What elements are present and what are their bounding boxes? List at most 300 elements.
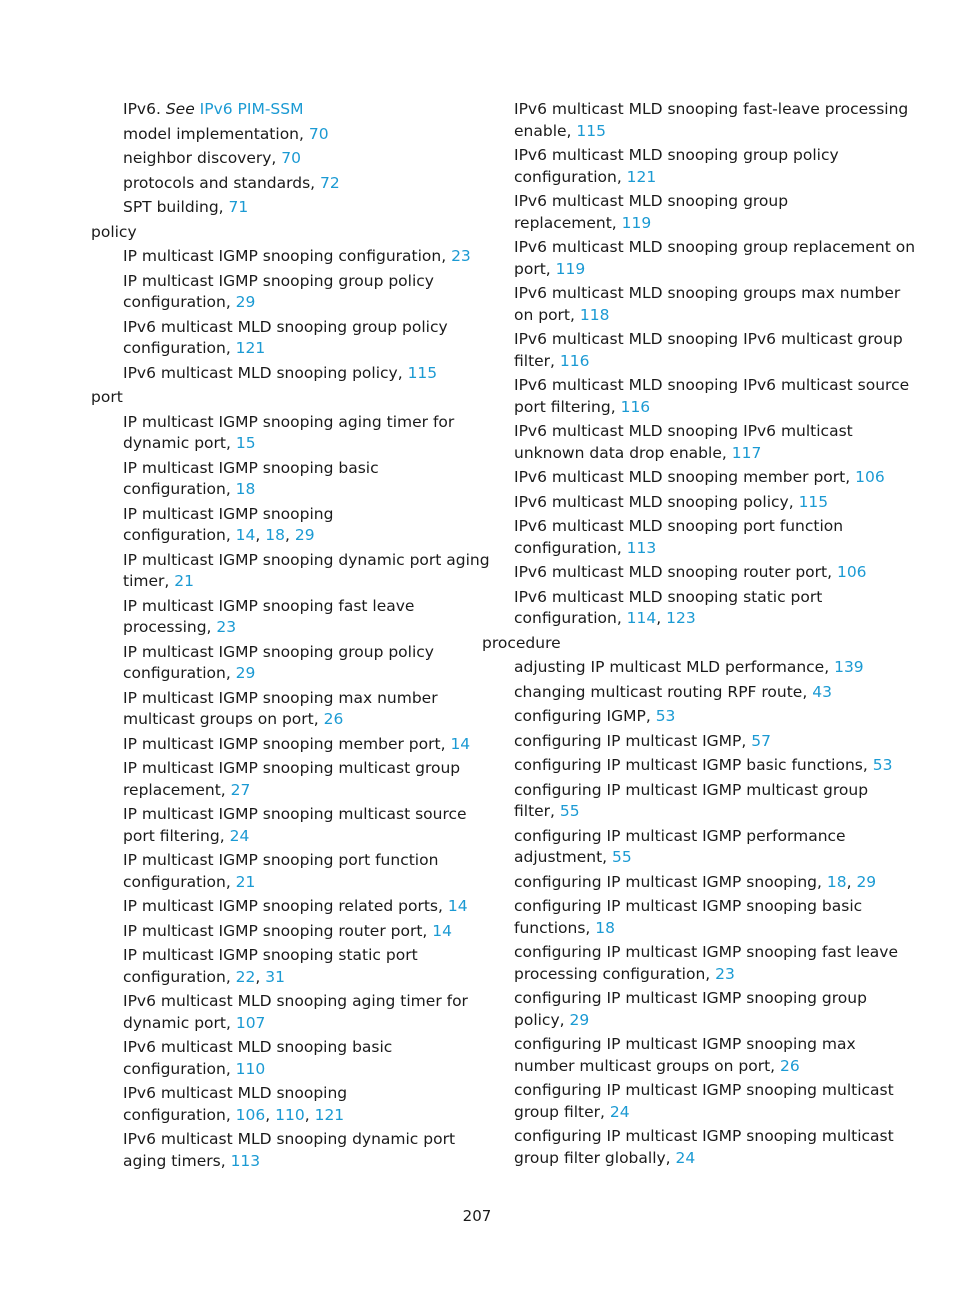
index-entry-text: IPv6 multicast MLD snooping router port, (514, 563, 837, 581)
index-entry (482, 329, 903, 372)
index-entry-text: configuring IP multicast IGMP snooping multicast (514, 1127, 894, 1145)
index-entry (482, 896, 872, 939)
index-entry-line (123, 433, 461, 455)
index-entry-line (123, 173, 461, 195)
index-entry-line (514, 1102, 872, 1124)
index-entry-text: IPv6. (123, 100, 166, 118)
index-entry-text: IPv6 multicast MLD snooping group policy (123, 317, 448, 336)
index-entry-line (514, 706, 872, 728)
index-entry (91, 412, 461, 455)
page-reference-link[interactable]: 43 (812, 682, 832, 701)
index-entry-line (123, 550, 490, 572)
index-entry-line (514, 896, 872, 918)
page-reference-link[interactable]: 113 (230, 1151, 261, 1170)
index-entry-text: dynamic port, (123, 1013, 236, 1032)
index-entry (482, 375, 910, 418)
index-entry-text: , (846, 872, 857, 891)
index-entry (91, 99, 461, 121)
index-entry-text: configuring IP multicast IGMP basic functions, (514, 756, 873, 774)
index-entry-text: processing configuration, (514, 964, 716, 983)
index-entry-text: model implementation, (123, 124, 309, 143)
index-entry (91, 991, 468, 1034)
index-entry-line (123, 688, 461, 710)
index-entry-text: IP multicast IGMP snooping group policy (123, 642, 434, 661)
page-reference-link[interactable]: 123 (666, 609, 696, 627)
page-reference-link[interactable]: 113 (626, 538, 657, 557)
index-entry (482, 826, 872, 869)
index-entry-line (514, 351, 872, 373)
index-entry-text: dynamic port, (123, 434, 236, 452)
page-reference-link[interactable]: 106 (235, 1105, 266, 1124)
index-entry-line (514, 964, 872, 986)
index-heading (91, 222, 461, 244)
index-entry-text: , (265, 1105, 276, 1124)
index-entry-text: policy, (514, 1010, 570, 1029)
index-entry-line (514, 918, 872, 940)
index-entry-text: IPv6 multicast MLD snooping IPv6 multicast source (514, 376, 910, 394)
index-entry-text: configuring IP multicast IGMP snooping basic (514, 897, 863, 915)
index-entry-line (514, 847, 872, 869)
page-reference-link[interactable]: 23 (715, 964, 735, 983)
index-entry-text: IP multicast IGMP snooping (123, 504, 334, 523)
index-entry-text: IPv6 multicast MLD snooping group policy (514, 146, 839, 164)
index-entry-text: unknown data drop enable, (514, 443, 732, 462)
index-entry-text: protocols and standards, (123, 173, 320, 192)
page-reference-link[interactable]: 21 (235, 872, 256, 891)
index-entry (482, 731, 872, 753)
index-heading (482, 633, 872, 655)
index-entry-text: IP multicast IGMP snooping static port (123, 946, 418, 964)
index-entry-line (123, 525, 461, 547)
index-entry-line (514, 443, 872, 465)
page-reference-link[interactable]: 24 (675, 1148, 696, 1167)
index-entry (91, 246, 471, 268)
index-entry-line (123, 412, 461, 434)
page-reference-link[interactable]: IPv6 PIM-SSM (199, 100, 304, 118)
index-entry-line (514, 283, 901, 305)
index-entry-text: , (255, 526, 266, 544)
index-entry-line (123, 148, 461, 170)
index-entry-text: group filter, (514, 1102, 610, 1121)
index-entry (482, 467, 885, 489)
page-reference-link[interactable]: 106 (836, 563, 867, 581)
index-entry-text: IP multicast IGMP snooping multicast source (123, 805, 467, 823)
index-entry-text: functions, (514, 918, 596, 937)
index-entry-text: port, (514, 259, 556, 278)
index-entry (91, 458, 461, 501)
page-reference-link[interactable]: 26 (323, 710, 344, 728)
index-entry (91, 1037, 461, 1080)
index-entry-line (514, 562, 872, 584)
index-entry (91, 124, 461, 146)
index-entry-line (514, 587, 872, 609)
page-reference-link[interactable]: 119 (555, 259, 586, 278)
page-reference-link[interactable]: 15 (235, 434, 256, 452)
index-entry (482, 283, 901, 326)
index-entry-line (91, 222, 461, 244)
index-entry-line (123, 458, 461, 480)
index-entry-text: configuration, (123, 480, 236, 498)
index-entry-text: IPv6 multicast MLD snooping group (514, 192, 789, 210)
index-entry-text: IP multicast IGMP snooping fast leave (123, 596, 415, 615)
index-entry-line (514, 826, 872, 848)
index-entry-line (514, 121, 872, 143)
index-entry (91, 642, 461, 685)
index-entry-text: replacement, (123, 780, 231, 799)
index-entry-line (123, 804, 467, 826)
index-entry-line (482, 633, 872, 655)
index-entry-line (514, 755, 893, 777)
index-entry-text: changing multicast routing RPF route, (514, 682, 813, 701)
page-reference-link[interactable]: 71 (228, 198, 249, 216)
page-reference-link[interactable]: 139 (834, 658, 864, 676)
page-reference-link[interactable]: 14 (450, 734, 471, 753)
index-entry-text: IPv6 multicast MLD snooping static port (514, 587, 823, 606)
index-entry-text: adjusting IP multicast MLD performance, (514, 658, 835, 676)
index-entry (91, 596, 461, 639)
index-entry-line (123, 967, 461, 989)
page-reference-link[interactable]: 29 (235, 293, 256, 311)
page-reference-link[interactable]: 14 (447, 897, 468, 915)
index-entry-text: configuration, (123, 1059, 236, 1078)
index-entry-line (123, 663, 461, 685)
index-entry (482, 191, 872, 234)
page-reference-link[interactable]: 29 (235, 664, 256, 682)
index-entry-text: IPv6 multicast MLD snooping group replacement on (514, 238, 916, 256)
index-entry-text: processing, (123, 618, 217, 636)
index-entry-text: configuration, (123, 1105, 236, 1124)
index-entry-line (91, 387, 461, 409)
page-reference-link[interactable]: 70 (308, 124, 329, 143)
page-reference-link[interactable]: 72 (320, 173, 340, 192)
index-entry-text: , (304, 1105, 315, 1124)
page-reference-link[interactable]: 119 (621, 213, 652, 232)
index-entry-line (514, 780, 872, 802)
index-entry-text: timer, (123, 572, 175, 590)
index-entry-line (123, 945, 461, 967)
index-entry-line (514, 375, 910, 397)
index-entry-text: on port, (514, 305, 580, 324)
index-entry (482, 872, 877, 894)
page-reference-link[interactable]: 106 (855, 468, 885, 486)
page-reference-link[interactable]: 121 (235, 339, 266, 357)
page-reference-link[interactable]: 14 (235, 526, 256, 544)
index-entry (91, 197, 461, 219)
index-entry-text: port (91, 388, 123, 406)
page-reference-link[interactable]: 118 (579, 305, 610, 324)
index-entry-line (123, 504, 461, 526)
index-entry-line (123, 780, 461, 802)
index-entry-text: IPv6 multicast MLD snooping dynamic port (123, 1130, 456, 1148)
index-entry-text: configuration, (123, 872, 236, 891)
page-reference-link[interactable]: 116 (620, 397, 651, 416)
index-entry-line (123, 1059, 461, 1081)
index-entry-text: configuration, (123, 339, 236, 357)
index-entry-text: configuration, (123, 526, 236, 544)
page-reference-link[interactable]: 29 (294, 526, 315, 544)
index-entry-line (123, 1105, 461, 1127)
index-entry-text: filter, (514, 802, 560, 820)
index-entry-text: IPv6 multicast MLD snooping IPv6 multicast group (514, 330, 903, 348)
index-entry-text: number multicast groups on port, (514, 1056, 781, 1075)
index-entry-line (123, 1013, 461, 1035)
index-entry-text: configuration, (123, 664, 236, 682)
index-entry (91, 921, 461, 943)
index-entry-line (123, 596, 461, 618)
index-entry-line (514, 1034, 872, 1056)
index-entry-line (123, 271, 461, 293)
page-reference-link[interactable]: 21 (174, 572, 194, 590)
index-entry-line (123, 872, 461, 894)
index-entry-line (514, 237, 916, 259)
index-entry-text: IP multicast IGMP snooping port function (123, 851, 439, 869)
index-entry-text: SPT building, (123, 198, 229, 216)
index-entry (482, 237, 916, 280)
index-entry-line (514, 942, 898, 964)
index-entry (91, 896, 468, 918)
index-entry-line (514, 1056, 872, 1078)
index-entry (91, 1083, 461, 1126)
index-entry-text: group filter globally, (514, 1148, 676, 1167)
index-entry-line (123, 1037, 461, 1059)
page-reference-link[interactable]: 14 (432, 921, 453, 940)
index-entry-text: IP multicast IGMP snooping dynamic port aging (123, 550, 490, 569)
index-entry-text: replacement, (514, 213, 622, 232)
page-reference-link[interactable]: 18 (235, 480, 256, 498)
index-entry-line (123, 826, 461, 848)
index-entry-line (514, 421, 872, 443)
index-entry-line (514, 397, 872, 419)
index-entry (91, 550, 490, 593)
index-entry (482, 1034, 872, 1077)
index-entry-text: IPv6 multicast MLD snooping member port, (514, 468, 856, 486)
index-entry-text: IPv6 multicast MLD snooping fast-leave processing (514, 100, 909, 118)
index-entry-text: configuring IP multicast IGMP snooping max (514, 1035, 856, 1053)
index-entry-line (514, 1010, 872, 1032)
index-entry (482, 942, 898, 985)
index-entry-text: multicast groups on port, (123, 710, 324, 728)
page-reference-link[interactable]: 29 (569, 1010, 590, 1029)
index-entry-text: configuration, (514, 538, 627, 557)
index-entry-line (514, 516, 872, 538)
page-reference-link[interactable]: 115 (407, 363, 438, 382)
index-entry (482, 587, 872, 630)
index-entry-text: IP multicast IGMP snooping max number (123, 688, 438, 707)
index-entry (482, 657, 872, 679)
index-entry-line (123, 734, 471, 756)
index-entry-text: IPv6 multicast MLD snooping IPv6 multicast (514, 422, 853, 440)
index-entry-line (123, 197, 461, 219)
index-entry-text: IP multicast IGMP snooping aging timer for (123, 412, 455, 431)
index-entry-text: configuring IGMP, (514, 707, 656, 725)
index-entry-text: IP multicast IGMP snooping configuration, (123, 247, 452, 265)
index-entry-line (514, 682, 872, 704)
index-column-right (482, 99, 916, 1172)
index-entry-line (514, 167, 872, 189)
page-reference-link[interactable]: 24 (229, 826, 250, 845)
index-entry (482, 99, 909, 142)
index-entry-text: IPv6 multicast MLD snooping groups max number (514, 284, 901, 302)
index-entry-line (514, 259, 872, 281)
index-entry (91, 148, 461, 170)
index-entry (91, 734, 471, 756)
page-reference-link[interactable]: 18 (826, 872, 847, 891)
index-entry-text: IP multicast IGMP snooping member port, (123, 734, 451, 753)
index-entry (482, 1080, 894, 1123)
see-reference-label: See (165, 100, 195, 118)
index-entry (482, 421, 872, 464)
page-reference-link[interactable]: 117 (731, 443, 762, 462)
index-entry (91, 317, 461, 360)
index-entry-line (123, 99, 461, 121)
index-entry-line (123, 617, 461, 639)
index-entry (91, 945, 461, 988)
page-reference-link[interactable]: 22 (235, 967, 256, 986)
index-entry (482, 492, 872, 514)
index-entry-text: filter, (514, 351, 560, 370)
page-reference-link[interactable]: 31 (265, 967, 285, 986)
index-entry-line (123, 292, 461, 314)
index-entry (91, 173, 461, 195)
index-entry-line (514, 988, 872, 1010)
index-entry (91, 688, 461, 731)
index-entry-text: IP multicast IGMP snooping router port, (123, 921, 433, 940)
index-entry-line (514, 191, 872, 213)
index-entry (91, 804, 467, 847)
index-entry (91, 271, 461, 314)
index-entry (482, 562, 872, 584)
index-entry-text: procedure (482, 633, 561, 652)
index-entry-line (514, 145, 872, 167)
page-reference-link[interactable]: 121 (626, 167, 657, 186)
index-entry-text: configuration, (514, 167, 627, 186)
index-entry (91, 363, 461, 385)
index-entry-line (123, 317, 461, 339)
index-entry-line (514, 1080, 894, 1102)
index-entry-text: aging timers, (123, 1151, 231, 1170)
index-entry-text: configuring IP multicast IGMP, (514, 731, 752, 750)
index-entry-text: , (285, 526, 295, 544)
page-reference-link[interactable]: 115 (798, 492, 829, 511)
index-entry (91, 1129, 461, 1172)
index-entry-line (123, 1129, 461, 1151)
page-reference-link[interactable]: 55 (559, 802, 580, 820)
page-reference-link[interactable]: 27 (230, 780, 251, 799)
page-number: 207 (462, 1207, 492, 1225)
page-reference-link[interactable]: 23 (451, 247, 471, 265)
index-entry-line (123, 850, 461, 872)
index-entry-line (123, 642, 461, 664)
page-reference-link[interactable]: 53 (655, 707, 676, 725)
index-entry-line (123, 246, 471, 268)
index-entry (91, 504, 461, 547)
page-reference-link[interactable]: 24 (609, 1102, 630, 1121)
index-entry-line (514, 731, 872, 753)
index-entry-text: IPv6 multicast MLD snooping policy, (123, 363, 408, 382)
index-entry-text: IP multicast IGMP snooping related ports, (123, 897, 448, 915)
index-entry-line (123, 124, 461, 146)
page-reference-link[interactable]: 115 (576, 121, 606, 140)
index-entry-line (514, 492, 872, 514)
index-entry-text: configuring IP multicast IGMP snooping, (514, 872, 827, 891)
index-entry (482, 145, 872, 188)
index-entry-text: IP multicast IGMP snooping basic (123, 458, 379, 477)
index-entry-line (123, 338, 461, 360)
page-reference-link[interactable]: 26 (780, 1056, 800, 1075)
index-entry-text: policy (91, 222, 137, 241)
index-column-left (91, 99, 490, 1175)
index-entry-text: configuration, (514, 609, 627, 627)
index-entry-text: IP multicast IGMP snooping group policy (123, 271, 434, 290)
index-entry-text: configuration, (123, 293, 236, 311)
page-reference-link[interactable]: 107 (235, 1013, 266, 1032)
index-entry-line (123, 991, 468, 1013)
index-entry-line (514, 305, 872, 327)
index-entry (482, 755, 893, 777)
index-entry-text: , (255, 967, 266, 986)
index-heading (91, 387, 461, 409)
index-entry-text: configuring IP multicast IGMP snooping group (514, 989, 867, 1007)
page-reference-link[interactable]: 121 (314, 1105, 345, 1124)
page-reference-link[interactable]: 70 (281, 149, 302, 167)
page-reference-link[interactable]: 114 (626, 609, 657, 627)
index-entry-text: IPv6 multicast MLD snooping (123, 1084, 348, 1102)
index-entry-text: neighbor discovery, (123, 149, 282, 167)
page-reference-link[interactable]: 110 (235, 1059, 266, 1078)
page-reference-link[interactable]: 55 (612, 848, 632, 866)
index-entry-line (123, 896, 468, 918)
page-reference-link[interactable]: 18 (595, 918, 615, 937)
page-reference-link[interactable]: 23 (216, 618, 237, 636)
index-entry (482, 516, 872, 559)
page-reference-link[interactable]: 110 (275, 1105, 305, 1124)
page-reference-link[interactable]: 57 (751, 731, 771, 750)
index-entry-line (514, 1148, 872, 1170)
index-entry-text: IP multicast IGMP snooping multicast group (123, 759, 461, 777)
index-entry (482, 1126, 894, 1169)
index-entry-text: configuration, (123, 967, 236, 986)
index-entry-text: port filtering, (123, 826, 230, 845)
page-reference-link[interactable]: 53 (872, 756, 893, 774)
index-entry (482, 706, 872, 728)
index-entry-text: adjustment, (514, 848, 613, 866)
index-entry (482, 682, 872, 704)
index-entry-text: configuring IP multicast IGMP snooping fast leave (514, 943, 898, 961)
index-entry-text: IPv6 multicast MLD snooping aging timer for (123, 992, 468, 1010)
index-entry-line (123, 571, 461, 593)
index-entry (482, 988, 872, 1031)
index-entry-line (514, 99, 909, 121)
index-entry-text: configuring IP multicast IGMP performance (514, 826, 846, 845)
index-entry-line (514, 801, 872, 823)
index-entry-line (514, 213, 872, 235)
index-entry-line (123, 921, 461, 943)
index-entry-line (514, 872, 877, 894)
index-entry-text: IPv6 multicast MLD snooping basic (123, 1038, 393, 1056)
index-entry-line (123, 709, 461, 731)
page-reference-link[interactable]: 29 (856, 872, 877, 891)
index-entry-text: , (656, 609, 667, 627)
index-entry (91, 850, 461, 893)
index-entry-text: configuring IP multicast IGMP snooping multicast (514, 1081, 894, 1099)
index-entry-line (514, 657, 872, 679)
page-reference-link[interactable]: 116 (559, 351, 590, 370)
index-entry-text: IPv6 multicast MLD snooping port function (514, 517, 844, 535)
page-reference-link[interactable]: 18 (265, 526, 285, 544)
index-entry-line (123, 363, 461, 385)
index-entry-line (123, 1151, 461, 1173)
index-entry-line (514, 538, 872, 560)
